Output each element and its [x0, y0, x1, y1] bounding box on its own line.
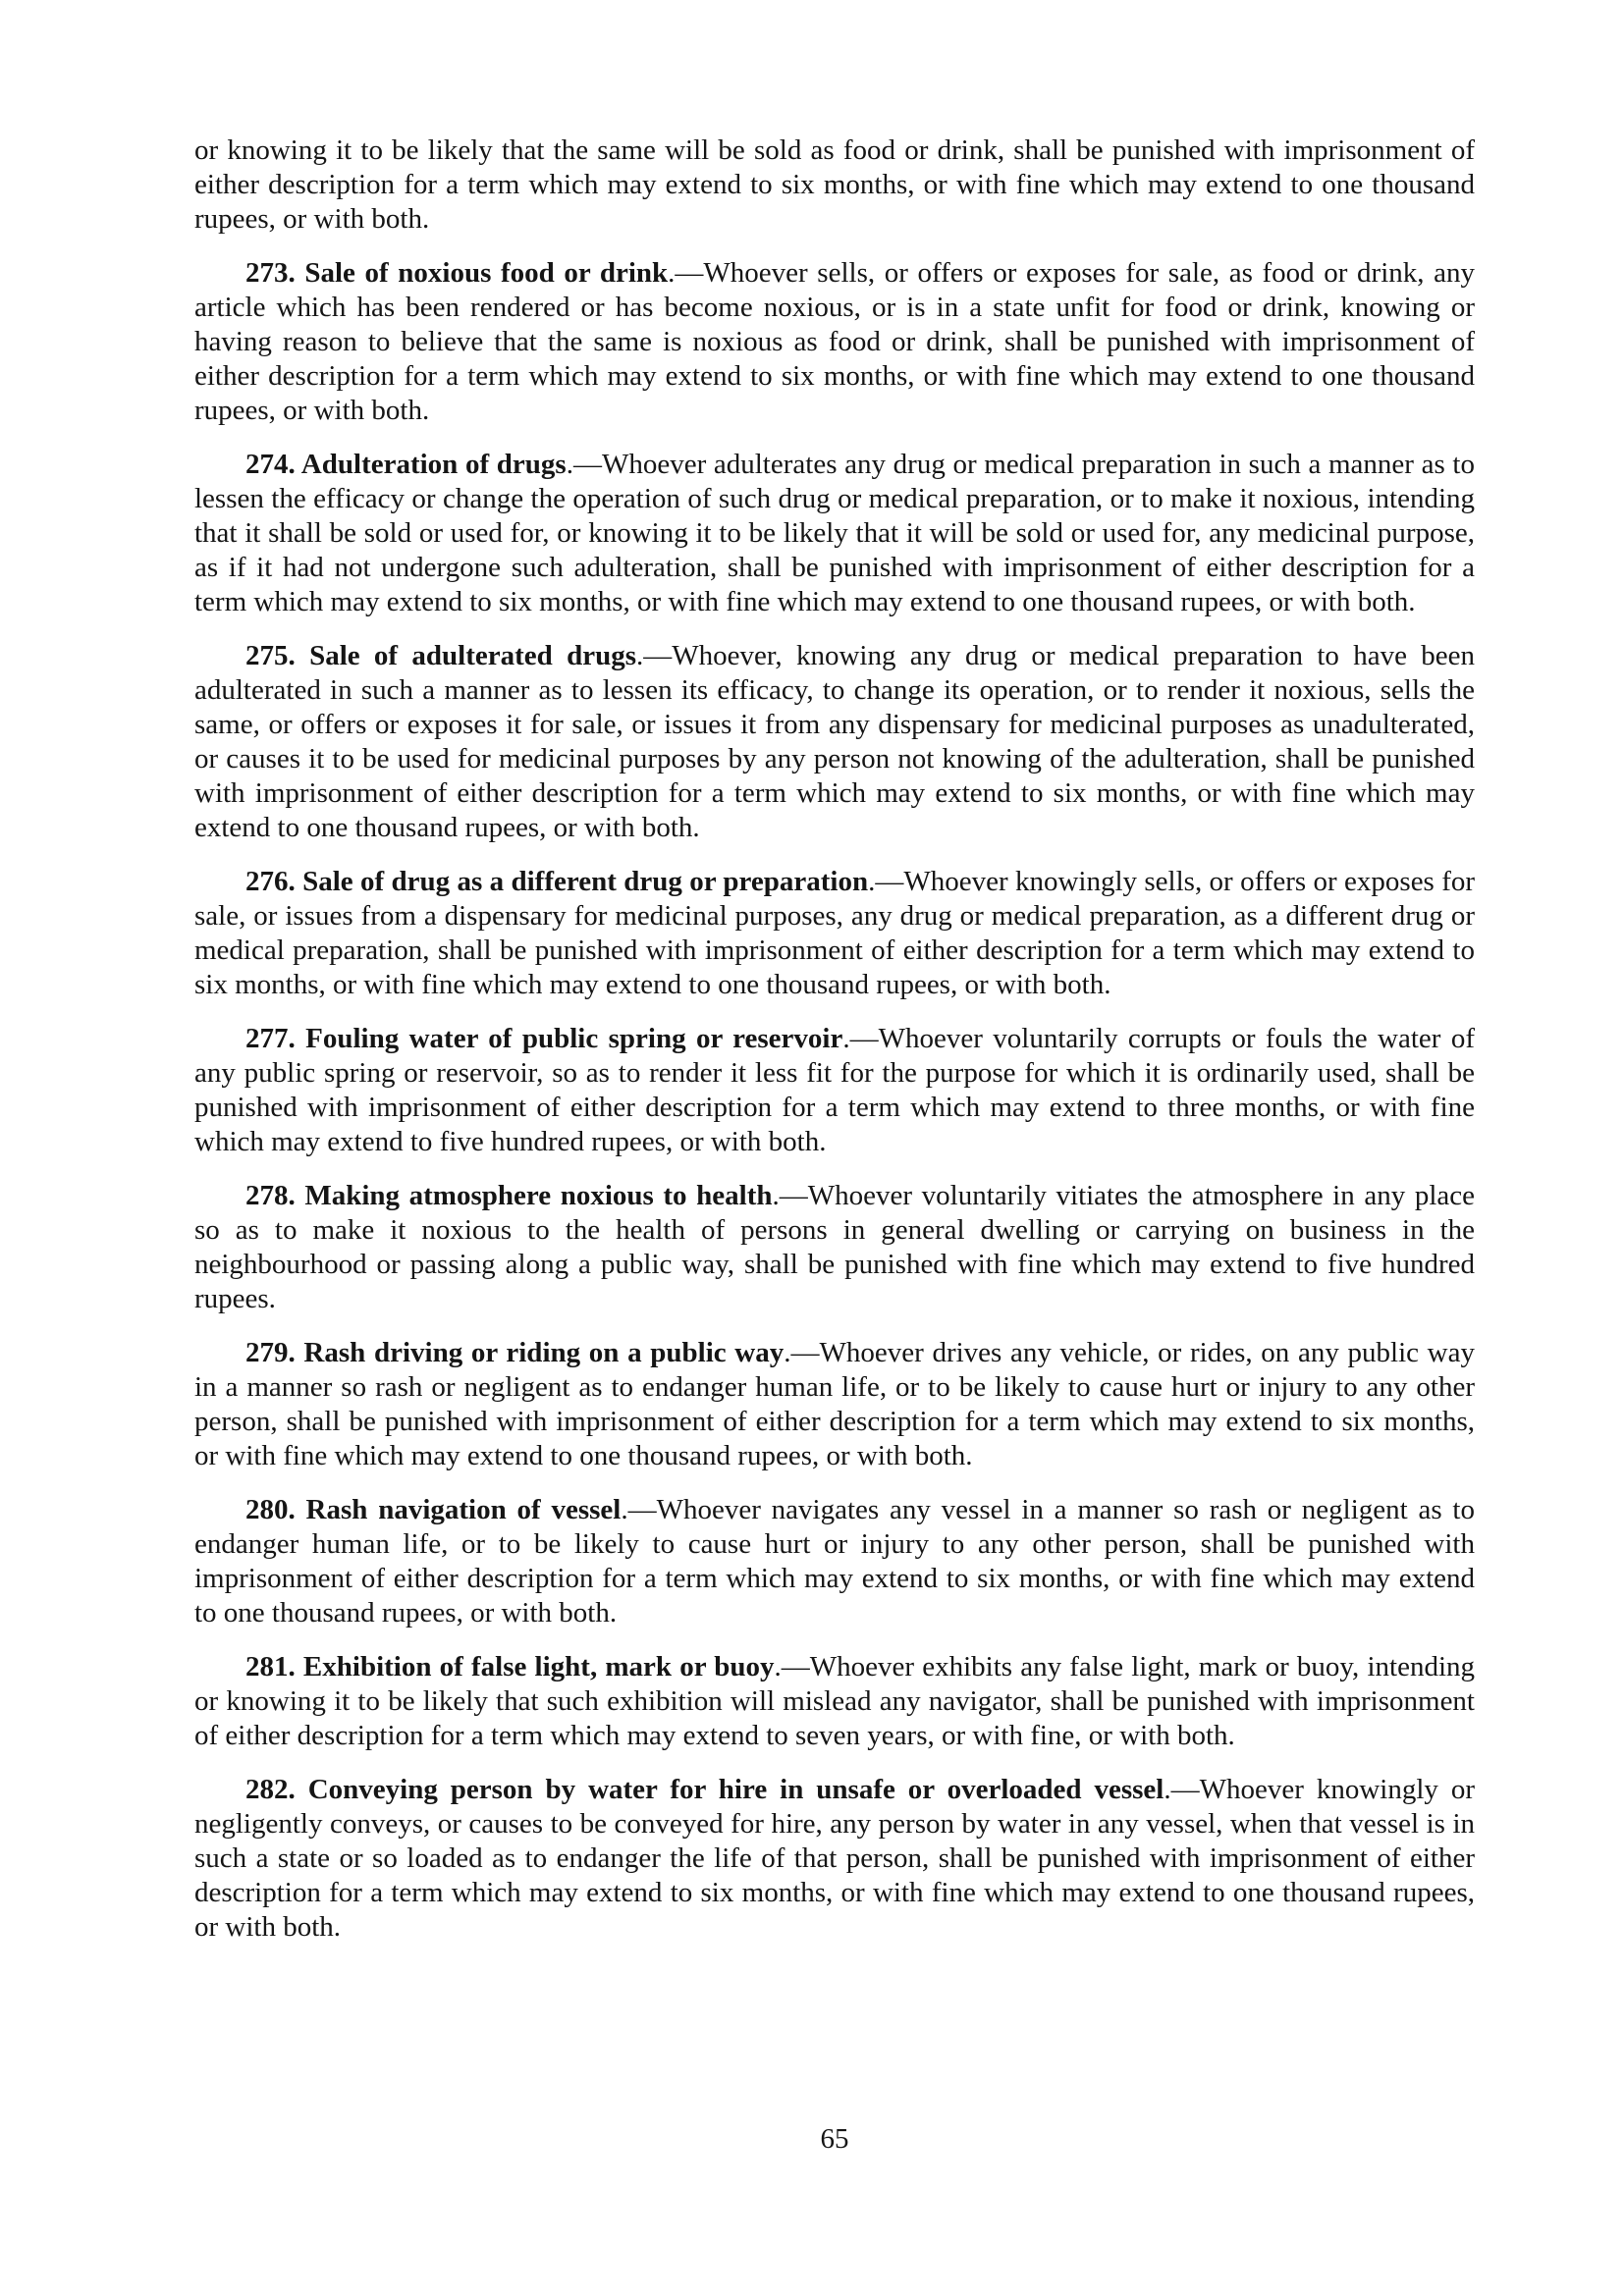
section-274-body: .—Whoever adulterates any drug or medical preparation in such a manner as to lessen the efficacy or change the operation of such drug or medical preparation, or to make it noxious, intending that it shall be sold or used for, or knowing it to be likely that it will be sold or used for, any medicinal purpose, as if it had not undergone such adulteration, shall be punished with imprisonment of either description for a term which may extend to six months, or with fine which may extend to one thousand rupees, or with both.: [194, 449, 1475, 617]
section-274-heading: 274. Adulteration of drugs: [245, 449, 567, 480]
section-275-heading: 275. Sale of adulterated drugs: [245, 640, 637, 671]
section-281-heading: 281. Exhibition of false light, mark or buoy: [245, 1651, 775, 1682]
section-280-body: .—Whoever navigates any vessel in a manner so rash or negligent as to endanger human life, or to be likely to cause hurt or injury to any other person, shall be punished with imprisonment of either description for a term which may extend to six months, or with fine which may extend to one thousand rupees, or with both.: [194, 1494, 1475, 1629]
section-282-heading: 282. Conveying person by water for hire in unsafe or overloaded vessel: [245, 1774, 1164, 1805]
section-282-paragraph: [194, 1773, 1475, 1945]
statute-text-block: [194, 133, 1475, 1945]
page-number: 65: [820, 2123, 849, 2155]
section-276-paragraph: [194, 865, 1475, 1002]
section-274-paragraph: [194, 448, 1475, 619]
section-277-body: .—Whoever voluntarily corrupts or fouls the water of any public spring or reservoir, so as to render it less fit for the purpose for which it is ordinarily used, shall be punished with imprisonment of either description for a term which may extend to three months, or with fine which may extend to five hundred rupees, or with both.: [194, 1023, 1475, 1157]
section-273-heading: 273. Sale of noxious food or drink: [245, 257, 669, 289]
section-277-paragraph: [194, 1022, 1475, 1159]
section-279-paragraph: [194, 1336, 1475, 1473]
intro-paragraph: or knowing it to be likely that the same will be sold as food or drink, shall be punished with imprisonment of either description for a term which may extend to six months, or with fine which may extend to one thousand rupees, or with both.: [194, 134, 1475, 235]
section-276-body: .—Whoever knowingly sells, or offers or exposes for sale, or issues from a dispensary for medicinal purposes, any drug or medical preparation, as a different drug or medical preparation, shall be punished with imprisonment of either description for a term which may extend to six months, or with fine which may extend to one thousand rupees, or with both.: [194, 866, 1476, 1000]
section-276-heading: 276. Sale of drug as a different drug or preparation: [245, 866, 869, 897]
section-277-heading: 277. Fouling water of public spring or reservoir: [245, 1023, 843, 1054]
section-282-body: .—Whoever knowingly or negligently conveys, or causes to be conveyed for hire, any person by water in any vessel, when that vessel is in such a state or so loaded as to endanger the life of that person, shall be punished with imprisonment of either description for a term which may extend to six months, or with fine which may extend to one thousand rupees, or with both.: [194, 1774, 1475, 1943]
section-275-body: .—Whoever, knowing any drug or medical preparation to have been adulterated in such a manner as to lessen its efficacy, to change its operation, or to render it noxious, sells the same, or offers or exposes it for sale, or issues it from any dispensary for medicinal purposes as unadulterated, or causes it to be used for medicinal purposes by any person not knowing of the adulteration, shall be punished with imprisonment of either description for a term which may extend to six months, or with fine which may extend to one thousand rupees, or with both.: [194, 640, 1476, 843]
section-278-paragraph: [194, 1179, 1475, 1316]
section-278-heading: 278. Making atmosphere noxious to health: [245, 1180, 773, 1211]
section-279-body: .—Whoever drives any vehicle, or rides, on any public way in a manner so rash or negligent as to endanger human life, or to be likely to cause hurt or injury to any other person, shall be punished with imprisonment of either description for a term which may extend to six months, or with fine which may extend to one thousand rupees, or with both.: [194, 1337, 1475, 1471]
section-278-body: .—Whoever voluntarily vitiates the atmosphere in any place so as to make it noxious to the health of persons in general dwelling or carrying on business in the neighbourhood or passing along a public way, shall be punished with fine which may extend to five hundred rupees.: [194, 1180, 1475, 1314]
section-273-paragraph: [194, 256, 1475, 428]
section-280-heading: 280. Rash navigation of vessel: [245, 1494, 622, 1525]
section-275-paragraph: [194, 639, 1475, 845]
section-279-heading: 279. Rash driving or riding on a public way: [245, 1337, 785, 1368]
section-273-body: .—Whoever sells, or offers or exposes for sale, as food or drink, any article which has been rendered or has become noxious, or is in a state unfit for food or drink, knowing or having reason to believe that the same is noxious as food or drink, shall be punished with imprisonment of either description for a term which may extend to six months, or with fine which may extend to one thousand rupees, or with both.: [194, 257, 1475, 426]
section-281-paragraph: [194, 1650, 1475, 1753]
section-281-body: .—Whoever exhibits any false light, mark or buoy, intending or knowing it to be likely that such exhibition will mislead any navigator, shall be punished with imprisonment of either description for a term which may extend to seven years, or with fine, or with both.: [194, 1651, 1475, 1751]
section-280-paragraph: [194, 1493, 1475, 1630]
